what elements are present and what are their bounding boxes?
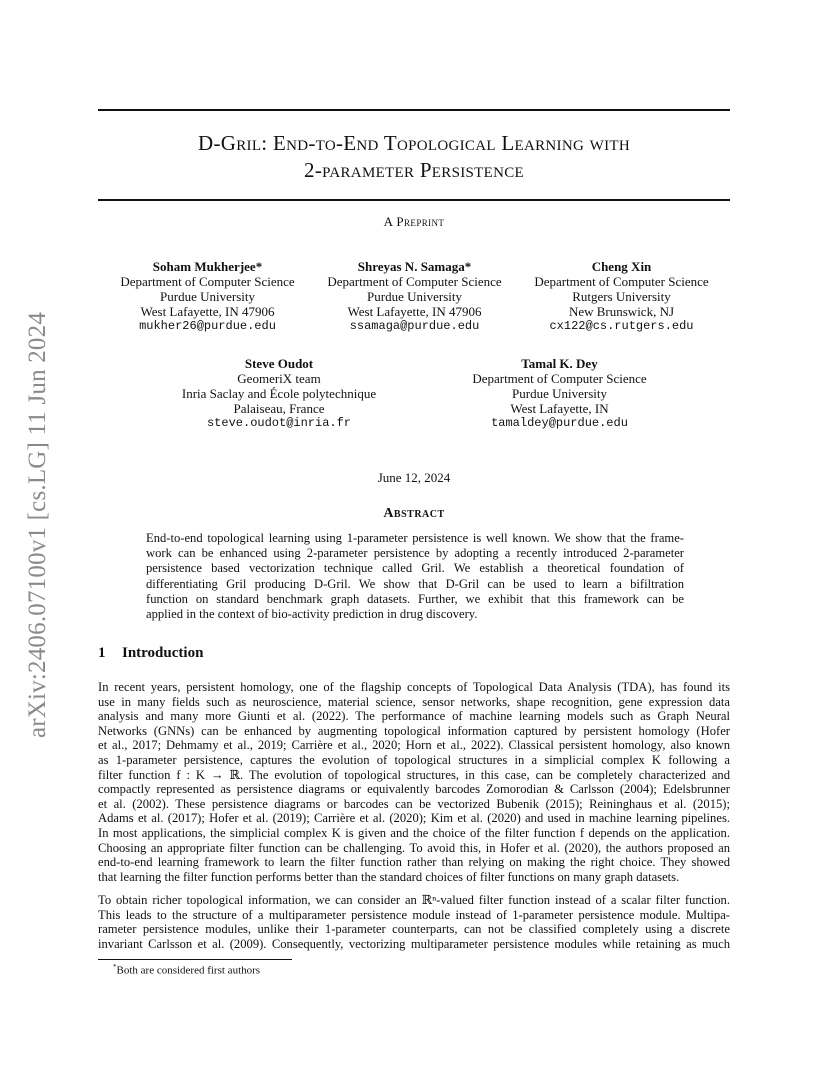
paragraph-line: that learning the filter function performs better than the standard choices of filter functions on many graph datasets. xyxy=(98,869,680,884)
paragraph-line: et al. (2002). These persistence diagrams or barcodes can be vectorized Bubenik (2015); Reininghaus et al. (2015); xyxy=(98,796,730,811)
footnote-rule xyxy=(98,959,292,960)
author-email: steve.oudot@inria.fr xyxy=(206,416,352,430)
author-institution: Purdue University xyxy=(512,386,607,401)
author-email: ssamaga@purdue.edu xyxy=(349,319,480,333)
title-bottom-rule xyxy=(98,199,730,201)
intro-paragraph-1 xyxy=(98,680,730,884)
author-location: Palaiseau, France xyxy=(233,401,325,416)
author-email: mukher26@purdue.edu xyxy=(139,319,276,333)
title-line-2: 2-parameter Persistence xyxy=(304,158,524,182)
paper-title xyxy=(98,130,730,184)
author-institution: Purdue University xyxy=(367,289,462,304)
footnote xyxy=(113,963,260,977)
paper-date: June 12, 2024 xyxy=(377,470,451,485)
author-location: New Brunswick, NJ xyxy=(568,304,675,319)
paragraph-line: Networks (GNNs) can be enhanced by augmenting topological information captured by persistent homology (Hofer xyxy=(98,723,730,738)
author-affiliation: GeomeriX team xyxy=(237,371,321,386)
author-email: tamaldey@purdue.edu xyxy=(491,416,628,430)
author-institution: Rutgers University xyxy=(572,289,671,304)
arxiv-sidebar xyxy=(18,290,58,760)
author-name: Soham Mukherjee* xyxy=(152,259,263,274)
author-affiliation: Department of Computer Science xyxy=(327,274,502,289)
paragraph-line: compactly represented as persistence diagrams or equivalently barcodes Zomorodian & Carlsson (2004); Edelsbrunner xyxy=(98,782,730,797)
author-block xyxy=(317,259,512,334)
author-institution: Inria Saclay and École polytechnique xyxy=(181,386,377,401)
arxiv-identifier: arXiv:2406.07100v1 [cs.LG] 11 Jun 2024 xyxy=(24,311,51,739)
paragraph-line: invariant Carlsson et al. (2009). Consequently, vectorizing multiparameter persistence modules while retaining as much xyxy=(98,936,730,951)
title-line-1: D-Gril: End-to-End Topological Learning with xyxy=(198,131,630,155)
abstract-line: applied in the context of bio-activity prediction in drug discovery. xyxy=(146,607,478,622)
author-email: cx122@cs.rutgers.edu xyxy=(549,319,694,333)
author-name: Cheng Xin xyxy=(591,259,652,274)
author-name: Shreyas N. Samaga* xyxy=(357,259,472,274)
section-heading xyxy=(98,645,203,662)
abstract-line: work can be enhanced using 2-parameter persistence by adopting a recently introduced 2-parameter xyxy=(146,546,684,561)
author-name: Tamal K. Dey xyxy=(521,356,598,371)
footnote-marker: * xyxy=(113,963,117,971)
author-name: Steve Oudot xyxy=(244,356,314,371)
abstract-line: function on standard benchmark graph datasets. Further, we exhibit that this framework can be xyxy=(146,591,684,606)
paragraph-line: use in many fields such as neuroscience, material science, sensor networks, shape recognition, gene expression data xyxy=(98,694,730,709)
preprint-label: A Preprint xyxy=(383,214,445,229)
abstract-line: persistence based vectorization technique called Gril. We establish a theoretical foundation of xyxy=(146,561,684,576)
author-affiliation: Department of Computer Science xyxy=(120,274,295,289)
paragraph-line: rameter persistence modules, unlike their 1-parameter counterparts, can not be classified completely using a discrete xyxy=(98,922,730,937)
author-block xyxy=(524,259,719,334)
abstract-line: differentiating Gril producing D-Gril. We show that D-Gril can be used to learn a bifiltration xyxy=(146,576,684,591)
intro-paragraph-2 xyxy=(98,893,730,951)
paragraph-line: as 1-parameter persistence, captures the evolution of topological structures in a simplicial complex K following a xyxy=(98,752,730,767)
paragraph-line: Adams et al. (2017); Hofer et al. (2019); Carrière et al. (2020); Kim et al. (2020) and used in machine learning pipelines. xyxy=(98,811,730,826)
author-location: West Lafayette, IN xyxy=(510,401,609,416)
paragraph-line: end-to-end learning framework to learn the filter function rather than relying on making the right choice. They showed xyxy=(98,855,730,870)
author-block xyxy=(462,356,657,431)
paragraph-line: et al., 2017; Dehmamy et al., 2019; Carrière et al., 2020; Horn et al., 2022). Classical persistent homology, also known xyxy=(98,738,730,753)
author-location: West Lafayette, IN 47906 xyxy=(347,304,482,319)
author-block xyxy=(110,259,305,334)
author-institution: Purdue University xyxy=(160,289,255,304)
paragraph-line: This leads to the structure of a multiparameter persistence module instead of 1-parameter persistence module. Multipa- xyxy=(98,907,730,922)
abstract-heading: Abstract xyxy=(383,506,445,521)
abstract-line: End-to-end topological learning using 1-parameter persistence is well known. We show that the frame- xyxy=(146,531,684,545)
section-number: 1 xyxy=(98,645,106,661)
paragraph-line: analysis and many more Giunti et al. (2022). The performance of machine learning models such as Graph Neural xyxy=(98,709,730,724)
footnote-text: Both are considered first authors xyxy=(116,964,261,977)
author-block xyxy=(170,356,388,431)
author-location: West Lafayette, IN 47906 xyxy=(140,304,275,319)
author-affiliation: Department of Computer Science xyxy=(472,371,647,386)
paragraph-line: In most applications, the simplicial complex K is given and the choice of the filter function f depends on the application. xyxy=(98,825,730,840)
paragraph-line: In recent years, persistent homology, one of the flagship concepts of Topological Data Analysis (TDA), has found its xyxy=(98,680,730,694)
paragraph-line: filter function f : K → ℝ. The evolution of topological structures, in this case, can be completely characterized and xyxy=(98,767,730,782)
abstract-body xyxy=(146,531,684,622)
author-affiliation: Department of Computer Science xyxy=(534,274,709,289)
paragraph-line: Choosing an appropriate filter function can be challenging. To avoid this, in Hofer et al. (2020), the authors proposed an xyxy=(98,840,730,855)
paragraph-line: To obtain richer topological information, we can consider an ℝⁿ-valued filter function instead of a scalar filter function. xyxy=(98,893,730,907)
title-top-rule xyxy=(98,109,730,111)
section-title: Introduction xyxy=(122,645,204,661)
